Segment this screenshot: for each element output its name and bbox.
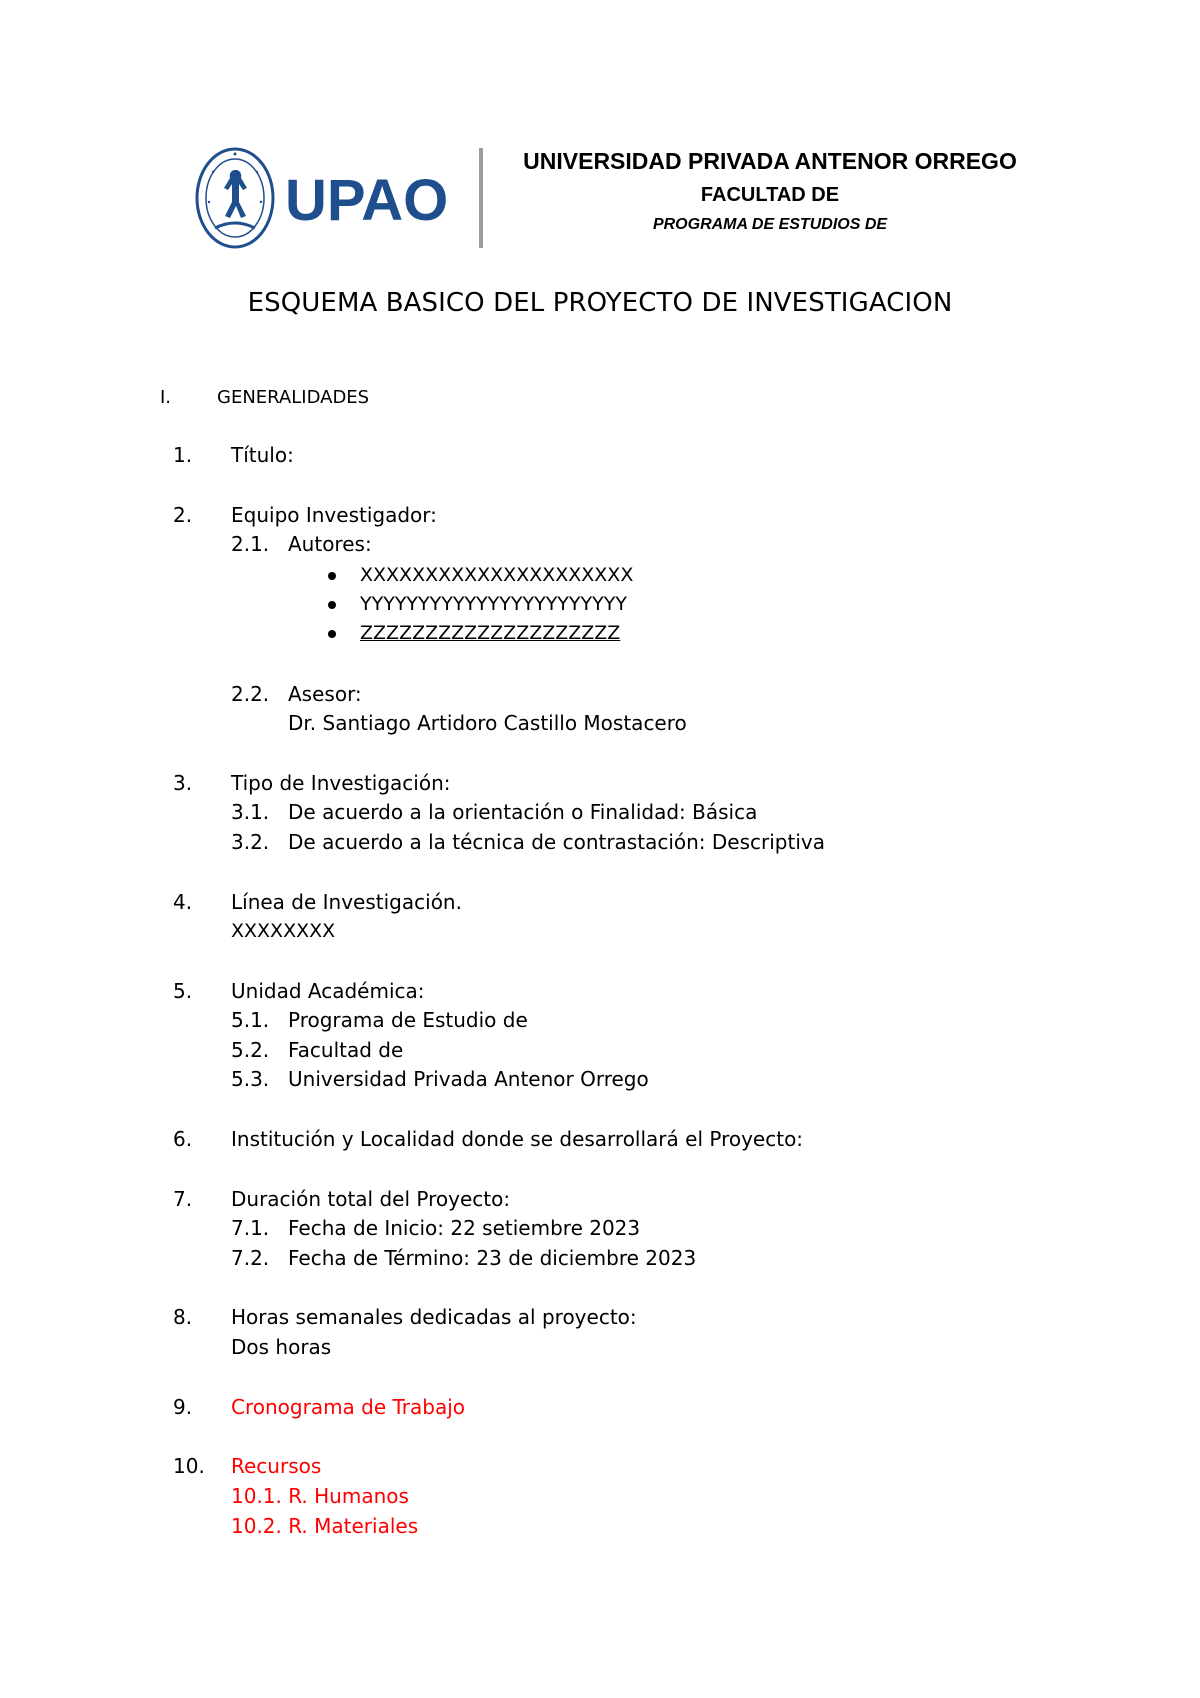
item-number: 3.	[173, 771, 193, 795]
titulo-label: Título:	[231, 443, 294, 467]
subitem-number: 5.1.	[231, 1008, 270, 1032]
horas-label: Horas semanales dedicadas al proyecto:	[231, 1305, 637, 1329]
duracion-sub-label: Fecha de Inicio: 22 setiembre 2023	[288, 1216, 641, 1240]
cronograma-label: Cronograma de Trabajo	[231, 1395, 466, 1419]
horas-value: Dos horas	[231, 1335, 332, 1359]
recursos-sub-label: 10.2. R. Materiales	[231, 1514, 419, 1538]
subitem-number: 2.1.	[231, 532, 270, 556]
author-item: YYYYYYYYYYYYYYYYYYYYYYY	[360, 593, 627, 615]
subitem-number: 7.1.	[231, 1216, 270, 1240]
logo-wordmark: UPAO	[285, 168, 449, 233]
bullet-icon	[328, 630, 336, 638]
unidad-sub-label: Universidad Privada Antenor Orrego	[288, 1067, 649, 1091]
item-number: 4.	[173, 890, 193, 914]
faculty-name: FACULTAD DE	[700, 184, 840, 206]
unidad-sub-label: Programa de Estudio de	[288, 1008, 528, 1032]
author-item: XXXXXXXXXXXXXXXXXXXXX	[360, 564, 634, 586]
tipo-label: Tipo de Investigación:	[231, 771, 451, 795]
subitem-number: 7.2.	[231, 1246, 270, 1270]
subitem-number: 5.3.	[231, 1067, 270, 1091]
subitem-number: 3.1.	[231, 800, 270, 824]
autores-label: Autores:	[288, 532, 372, 556]
tipo-sub-label: De acuerdo a la orientación o Finalidad: Básica	[288, 800, 758, 824]
tipo-sub-label: De acuerdo a la técnica de contrastación: Descriptiva	[288, 830, 825, 854]
unidad-label: Unidad Académica:	[231, 979, 425, 1003]
item-number: 9.	[173, 1395, 193, 1419]
linea-value: XXXXXXXX	[231, 920, 336, 942]
recursos-sub-label: 10.1. R. Humanos	[231, 1484, 409, 1508]
item-number: 10.	[173, 1454, 205, 1478]
item-number: 5.	[173, 979, 193, 1003]
program-name: PROGRAMA DE ESTUDIOS DE	[652, 216, 888, 233]
subitem-number: 3.2.	[231, 830, 270, 854]
document-title: ESQUEMA BASICO DEL PROYECTO DE INVESTIGACION	[247, 288, 953, 318]
bullet-icon	[328, 601, 336, 609]
item-number: 1.	[173, 443, 193, 467]
author-item: ZZZZZZZZZZZZZZZZZZZZ	[360, 622, 621, 644]
item-number: 2.	[173, 503, 193, 527]
asesor-value: Dr. Santiago Artidoro Castillo Mostacero	[288, 711, 687, 735]
item-number: 7.	[173, 1187, 193, 1211]
recursos-label: Recursos	[231, 1454, 322, 1478]
bullet-icon	[328, 572, 336, 580]
upao-logo	[193, 142, 493, 254]
item-number: 6.	[173, 1127, 193, 1151]
equipo-label: Equipo Investigador:	[231, 503, 437, 527]
item-number: 8.	[173, 1305, 193, 1329]
university-name: UNIVERSIDAD PRIVADA ANTENOR ORREGO	[523, 148, 1017, 174]
duracion-label: Duración total del Proyecto:	[231, 1187, 511, 1211]
institucion-label: Institución y Localidad donde se desarrollará el Proyecto:	[231, 1127, 804, 1151]
section-heading: GENERALIDADES	[217, 387, 370, 408]
subitem-number: 2.2.	[231, 682, 270, 706]
asesor-label: Asesor:	[288, 682, 362, 706]
unidad-sub-label: Facultad de	[288, 1038, 404, 1062]
linea-label: Línea de Investigación.	[231, 890, 462, 914]
duracion-sub-label: Fecha de Término: 23 de diciembre 2023	[288, 1246, 697, 1270]
section-number: I.	[160, 387, 172, 408]
subitem-number: 5.2.	[231, 1038, 270, 1062]
university-seal-icon	[197, 149, 273, 247]
